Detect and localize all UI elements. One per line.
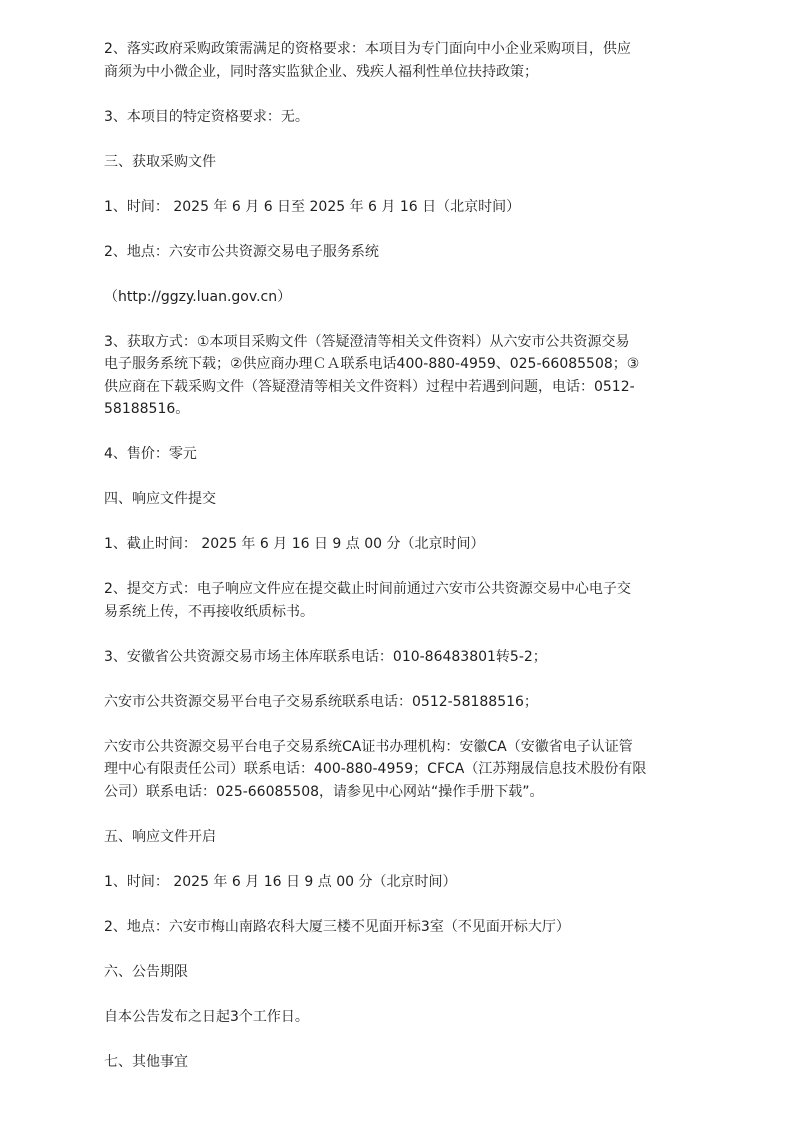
- text-line: （http://ggzy.luan.gov.cn）: [104, 288, 292, 305]
- text-line: 四、响应文件提交: [104, 491, 216, 507]
- text-line: 58188516。: [104, 401, 190, 417]
- text-line: 公司）联系电话：025-66085508，请参见中心网站“操作手册下载”。: [104, 783, 544, 800]
- paragraph-gap: [104, 421, 696, 444]
- paragraph-gap: [104, 623, 696, 646]
- paragraph-gap: [104, 128, 696, 151]
- paragraph-gap: [104, 218, 696, 241]
- text-line: 三、获取采购文件: [104, 153, 216, 170]
- paragraph-gap: [104, 466, 696, 489]
- text-line: 3、安徽省公共资源交易市场主体库联系电话：010-86483801转5-2；: [104, 648, 547, 665]
- text-line: 2、地点：六安市公共资源交易电子服务系统: [104, 243, 379, 260]
- text-line: 理中心有限责任公司）联系电话：400-880-4959；CFCA（江苏翔晟信息技术股份有限: [104, 761, 647, 777]
- paragraph-gap: [104, 263, 696, 286]
- paragraph-gap: [104, 83, 696, 106]
- paragraph-gap: [104, 556, 696, 579]
- text-line: 商须为中小微企业，同时落实监狱企业、残疾人福利性单位扶持政策；: [104, 63, 538, 80]
- paragraph-gap: [104, 983, 696, 1006]
- paragraph-gap: [104, 173, 696, 196]
- paragraph-gap: [104, 1028, 696, 1051]
- text-line: 六安市公共资源交易平台电子交易系统CA证书办理机构：安徽CA（安徽省电子认证管: [104, 738, 633, 755]
- text-line: 1、时间： 2025 年 6 月 16 日 9 点 00 分（北京时间）: [104, 873, 457, 890]
- text-line: 2、落实政府采购政策需满足的资格要求：本项目为专门面向中小企业采购项目，供应: [104, 41, 631, 57]
- text-line: 易系统上传，不再接收纸质标书。: [104, 603, 314, 620]
- text-line: 五、响应文件开启: [104, 828, 216, 845]
- text-line: 七、其他事宜: [104, 1053, 188, 1070]
- text-line: 1、时间： 2025 年 6 月 6 日至 2025 年 6 月 16 日（北京时间）: [104, 198, 521, 215]
- text-line: 电子服务系统下载；②供应商办理ＣＡ联系电话400-880-4959、025-66085508；③: [104, 356, 640, 372]
- document-body: [104, 38, 696, 1073]
- text-line: 3、获取方式：①本项目采购文件（答疑澄清等相关文件资料）从六安市公共资源交易: [104, 333, 630, 350]
- paragraph-gap: [104, 938, 696, 961]
- text-line: 供应商在下载采购文件（答疑澄清等相关文件资料）过程中若遇到问题，电话：0512-: [104, 378, 635, 395]
- text-line: 2、提交方式：电子响应文件应在提交截止时间前通过六安市公共资源交易中心电子交: [104, 581, 631, 597]
- paragraph-gap: [104, 848, 696, 871]
- paragraph-gap: [104, 308, 696, 331]
- text-line: 六、公告期限: [104, 963, 188, 980]
- paragraph-gap: [104, 803, 696, 826]
- paragraph-gap: [104, 668, 696, 691]
- paragraph-gap: [104, 893, 696, 916]
- text-line: 自本公告发布之日起3个工作日。: [104, 1008, 309, 1025]
- text-line: 3、本项目的特定资格要求：无。: [104, 108, 309, 125]
- text-line: 2、地点：六安市梅山南路农科大厦三楼不见面开标3室（不见面开标大厅）: [104, 918, 570, 935]
- paragraph-gap: [104, 713, 696, 736]
- text-line: 1、截止时间： 2025 年 6 月 16 日 9 点 00 分（北京时间）: [104, 536, 485, 552]
- paragraph-gap: [104, 511, 696, 534]
- text-line: 4、售价：零元: [104, 446, 197, 462]
- text-line: 六安市公共资源交易平台电子交易系统联系电话：0512-58188516；: [104, 693, 538, 710]
